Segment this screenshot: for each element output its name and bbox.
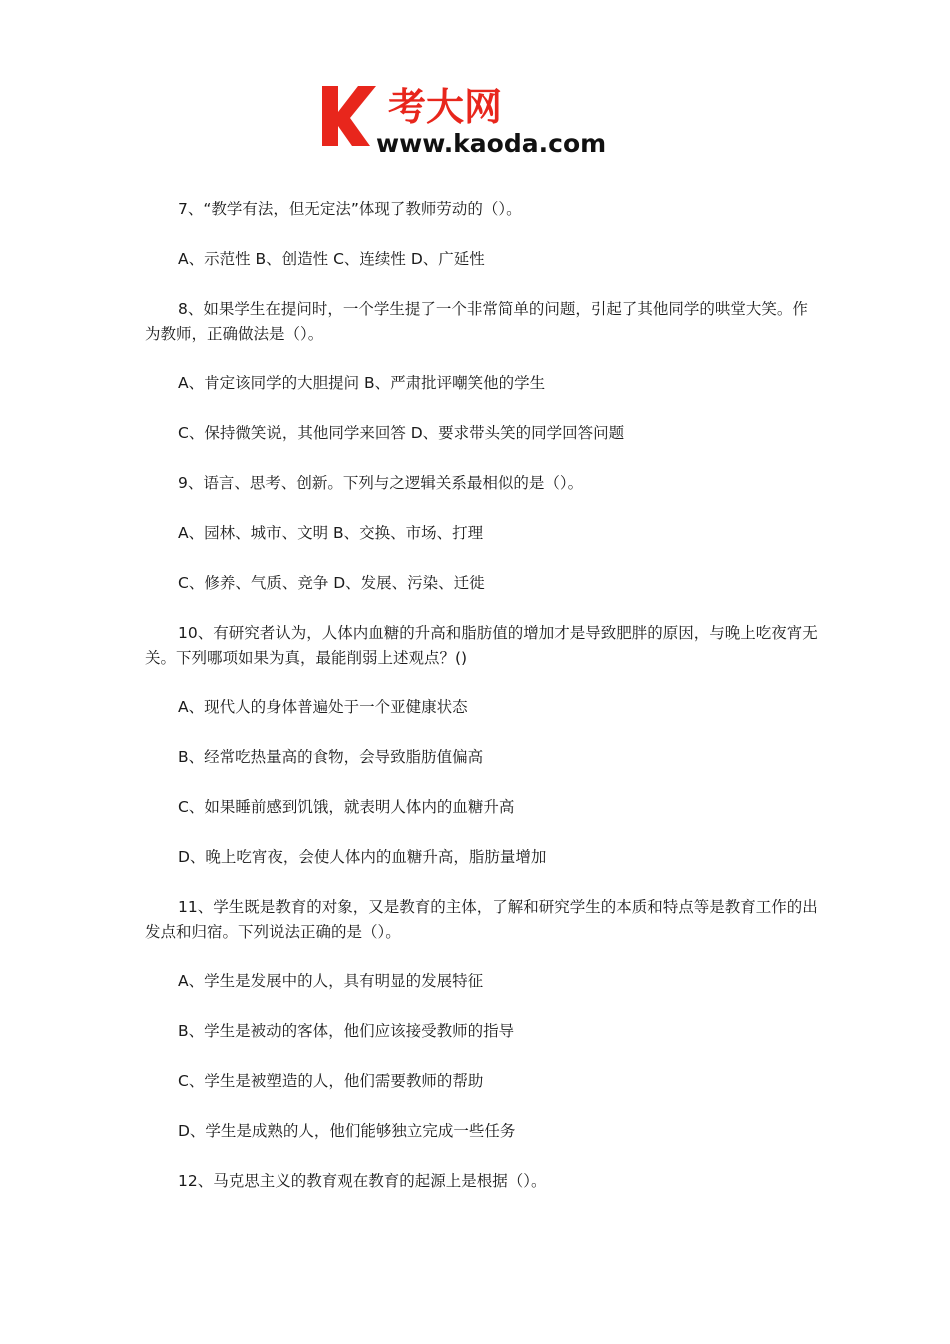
question-10-option-b: B、经常吃热量高的食物，会导致脂肪值偏高 <box>178 748 484 766</box>
question-8-options-ab: A、肯定该同学的大胆提问 B、严肃批评嘲笑他的学生 <box>178 374 546 392</box>
question-9: 9、语言、思考、创新。下列与之逻辑关系最相似的是（）。 <box>178 474 584 492</box>
question-11-option-d: D、学生是成熟的人，他们能够独立完成一些任务 <box>178 1122 516 1140</box>
question-9-options-ab: A、园林、城市、文明 B、交换、市场、打理 <box>178 524 484 542</box>
question-11-option-c: C、学生是被塑造的人，他们需要教师的帮助 <box>178 1072 484 1090</box>
question-8: 8、如果学生在提问时，一个学生提了一个非常简单的问题，引起了其他同学的哄堂大笑。作为教师，正确做法是（）。 <box>145 300 808 343</box>
question-10-option-c: C、如果睡前感到饥饿，就表明人体内的血糖升高 <box>178 798 515 816</box>
logo-chinese-text: 考大网 <box>388 85 503 129</box>
logo-url-text: www.kaoda.com <box>376 129 607 158</box>
question-11-option-a: A、学生是发展中的人，具有明显的发展特征 <box>178 972 484 990</box>
logo-k-mark <box>322 86 376 146</box>
question-8-options-cd: C、保持微笑说，其他同学来回答 D、要求带头笑的同学回答问题 <box>178 424 625 442</box>
kaoda-logo <box>318 80 640 160</box>
question-10: 10、有研究者认为，人体内血糖的升高和脂肪值的增加才是导致肥胖的原因，与晚上吃夜宵无关。下列哪项如果为真，最能削弱上述观点？() <box>145 624 818 667</box>
kaoda-logo-graphic <box>318 80 640 160</box>
question-10-option-d: D、晚上吃宵夜，会使人体内的血糖升高，脂肪量增加 <box>178 848 547 866</box>
question-9-options-cd: C、修养、气质、竞争 D、发展、污染、迁徙 <box>178 574 485 592</box>
question-12: 12、马克思主义的教育观在教育的起源上是根据（）。 <box>178 1172 547 1190</box>
question-10-option-a: A、现代人的身体普遍处于一个亚健康状态 <box>178 698 468 716</box>
question-11-option-b: B、学生是被动的客体，他们应该接受教师的指导 <box>178 1022 515 1040</box>
question-11: 11、学生既是教育的对象，又是教育的主体，了解和研究学生的本质和特点等是教育工作的出发点和归宿。下列说法正确的是（）。 <box>145 898 818 941</box>
question-7: 7、“教学有法，但无定法”体现了教师劳动的（）。 <box>178 200 522 218</box>
question-7-options: A、示范性 B、创造性 C、连续性 D、广延性 <box>178 250 485 268</box>
